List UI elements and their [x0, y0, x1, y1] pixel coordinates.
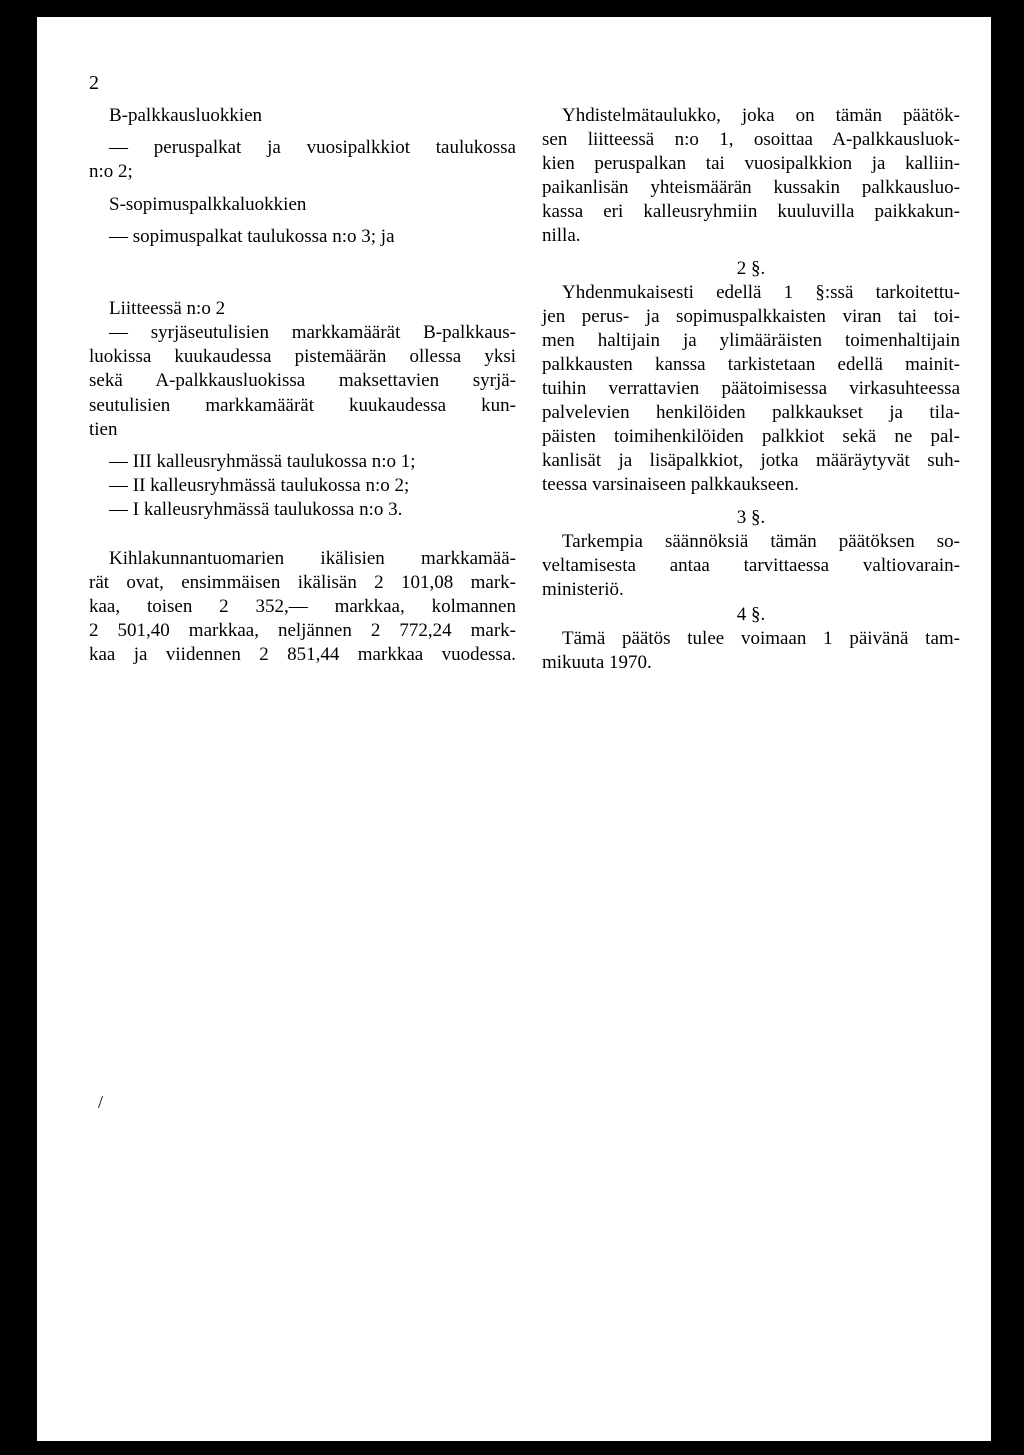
- right-line-10: men haltijain ja ylimääräisten toimenhaltijain: [542, 330, 960, 351]
- right-line-9: jen perus- ja sopimuspalkkaisten viran tai toi-: [542, 306, 960, 327]
- right-line-20: ministeriö.: [542, 579, 624, 600]
- left-line-11: tien: [89, 419, 118, 440]
- right-line-23: mikuuta 1970.: [542, 652, 652, 673]
- left-line-6: Liitteessä n:o 2: [109, 298, 226, 319]
- right-line-15: kanlisät ja lisäpalkkiot, jotka määräytyvät suh-: [542, 450, 960, 471]
- right-line-3: kien peruspalkan tai vuosipalkkion ja kalliin-: [542, 153, 960, 174]
- left-line-18: 2 501,40 markkaa, neljännen 2 772,24 mark-: [89, 620, 516, 641]
- left-line-3: n:o 2;: [89, 161, 133, 182]
- left-line-2: — peruspalkat ja vuosipalkkiot taulukossa: [109, 137, 516, 158]
- right-line-1: Yhdistelmätaulukko, joka on tämän päätök-: [562, 105, 960, 126]
- right-line-5: kassa eri kalleusryhmiin kuuluvilla paikkakun-: [542, 201, 960, 222]
- left-line-8: luokissa kuukaudessa pistemäärän ollessa yksi: [89, 346, 516, 367]
- right-line-2: sen liitteessä n:o 1, osoittaa A-palkkausluok-: [542, 129, 960, 150]
- left-line-17: kaa, toisen 2 352,— markkaa, kolmannen: [89, 596, 516, 617]
- left-line-13: — II kalleusryhmässä taulukossa n:o 2;: [109, 475, 410, 496]
- right-line-4: paikanlisän yhteismäärän kussakin palkkausluo-: [542, 177, 960, 198]
- right-line-12: tuihin verrattavien päätoimisessa virkasuhteessa: [542, 378, 960, 399]
- left-line-14: — I kalleusryhmässä taulukossa n:o 3.: [109, 499, 403, 520]
- right-line-8: Yhdenmukaisesti edellä 1 §:ssä tarkoitettu-: [562, 282, 960, 303]
- margin-mark: /: [98, 1092, 104, 1112]
- right-line-18: Tarkempia säännöksiä tämän päätöksen so-: [562, 531, 960, 552]
- left-line-12: — III kalleusryhmässä taulukossa n:o 1;: [109, 451, 416, 472]
- document-page: [37, 17, 991, 1441]
- right-line-22: Tämä päätös tulee voimaan 1 päivänä tam-: [562, 628, 960, 649]
- left-line-5: — sopimuspalkat taulukossa n:o 3; ja: [109, 226, 395, 247]
- left-line-1: B-palkkausluokkien: [109, 105, 263, 126]
- left-line-19: kaa ja viidennen 2 851,44 markkaa vuodessa.: [89, 644, 516, 665]
- left-line-16: rät ovat, ensimmäisen ikälisän 2 101,08 mark-: [89, 572, 516, 593]
- left-line-10: seutulisien markkamäärät kuukaudessa kun-: [89, 395, 516, 416]
- left-line-15: Kihlakunnantuomarien ikälisien markkamää-: [109, 548, 516, 569]
- right-line-14: päisten toimihenkilöiden palkkiot sekä ne pal-: [542, 426, 960, 447]
- left-line-7: — syrjäseutulisien markkamäärät B-palkkaus-: [109, 322, 516, 343]
- right-line-11: palkkausten kanssa tarkistetaan edellä mainit-: [542, 354, 960, 375]
- left-line-9: sekä A-palkkausluokissa maksettavien syrjä-: [89, 370, 516, 391]
- page-number: 2: [89, 72, 99, 94]
- section-3-heading: 3 §.: [736, 507, 766, 528]
- right-line-16: teessa varsinaiseen palkkaukseen.: [542, 474, 799, 495]
- section-4-heading: 4 §.: [736, 604, 766, 625]
- right-line-6: nilla.: [542, 225, 581, 246]
- section-2-heading: 2 §.: [736, 258, 766, 279]
- right-line-19: veltamisesta antaa tarvittaessa valtiovarain-: [542, 555, 960, 576]
- right-line-13: palvelevien henkilöiden palkkaukset ja tila-: [542, 402, 960, 423]
- left-line-4: S-sopimuspalkkaluokkien: [109, 194, 307, 215]
